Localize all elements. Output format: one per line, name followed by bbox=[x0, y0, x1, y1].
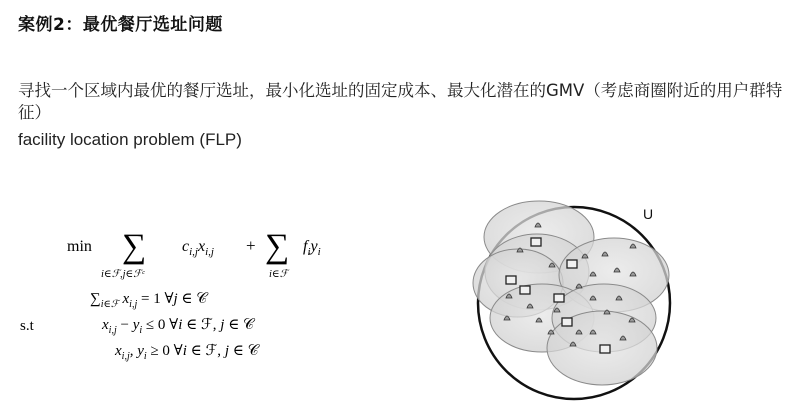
objective-term-2: $f_iy_i$ bbox=[303, 238, 321, 258]
sum-symbol-2: ∑ bbox=[265, 228, 290, 265]
restaurant-icon bbox=[600, 345, 610, 353]
facility-location-illustration bbox=[444, 200, 706, 402]
restaurant-icon bbox=[520, 286, 530, 294]
universe-label: U bbox=[643, 206, 654, 222]
objective-term-1: $c_{i,j}x_{i,j}$ bbox=[182, 238, 214, 258]
sum-2-index: i∈ℱ bbox=[269, 269, 288, 280]
problem-subtitle: facility location problem (FLP) bbox=[18, 130, 242, 149]
restaurant-icon bbox=[531, 238, 541, 246]
constraint-3: $x_{i,j}$, $y_i \ge 0$ ∀i ∈ ℱ, j ∈ 𝒞 bbox=[115, 343, 259, 362]
sum-1-index: i∈ℱ,j∈ℱᶜ bbox=[101, 269, 145, 280]
problem-description: 寻找一个区域内最优的餐厅选址，最小化选址的固定成本、最大化潜在的GMV（考虑商圈附近的用户群特征） bbox=[18, 81, 783, 122]
restaurant-icon bbox=[567, 260, 577, 268]
plus-sign: + bbox=[246, 236, 256, 255]
sum-symbol-1: ∑ bbox=[122, 228, 147, 265]
subject-to-label: s.t bbox=[20, 318, 34, 334]
page-title: 案例2：最优餐厅选址问题 bbox=[18, 15, 223, 35]
optimization-formula bbox=[20, 220, 380, 370]
restaurant-icon bbox=[554, 294, 564, 302]
constraint-2: $x_{i,j} - y_i \le 0$ ∀i ∈ ℱ, j ∈ 𝒞 bbox=[102, 317, 254, 336]
restaurant-icon bbox=[562, 318, 572, 326]
restaurant-icon bbox=[506, 276, 516, 284]
constraint-1: $\sum_{i\in ℱ}$ $x_{i,j} = 1$ ∀j ∈ 𝒞 bbox=[90, 291, 208, 310]
min-operator: min bbox=[67, 238, 92, 255]
